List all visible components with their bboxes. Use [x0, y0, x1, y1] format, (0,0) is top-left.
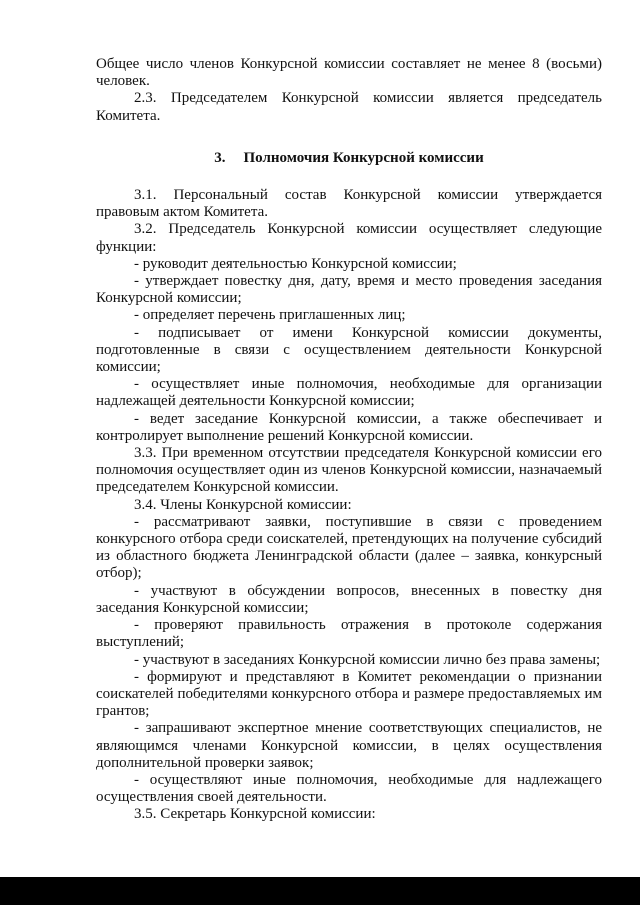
paragraph-2-3: 2.3. Председателем Конкурсной комиссии является председатель Комитета.: [96, 90, 602, 124]
paragraph-members-count: Общее число членов Конкурсной комиссии составляет не менее 8 (восьми) человек.: [96, 56, 602, 90]
list-item: - рассматривают заявки, поступившие в связи с проведением конкурсного отбора среди соискателей, претендующих на получение субсидий из областного бюджета Ленинградской области (далее – заявка, конкурсный отбор);: [96, 513, 602, 582]
list-item: - определяет перечень приглашенных лиц;: [134, 307, 406, 324]
paragraph-3-2: 3.2. Председатель Конкурсной комиссии осуществляет следующие функции:: [96, 221, 602, 255]
list-item: - осуществляет иные полномочия, необходимые для организации надлежащей деятельности Конкурсной комиссии;: [96, 376, 602, 410]
list-item: - подписывает от имени Конкурсной комиссии документы, подготовленные в связи с осуществлением деятельности Конкурсной комиссии;: [96, 324, 602, 376]
paragraph-3-3: 3.3. При временном отсутствии председателя Конкурсной комиссии его полномочия осуществляет один из членов Конкурсной комиссии, назначаемый председателем Конкурсной комиссии.: [96, 445, 602, 496]
paragraph-3-4: 3.4. Члены Конкурсной комиссии:: [134, 496, 352, 513]
document-page: [96, 56, 602, 824]
scan-bottom-edge: [0, 877, 640, 905]
list-item: - руководит деятельностью Конкурсной комиссии;: [134, 255, 457, 272]
list-item: - участвуют в заседаниях Конкурсной комиссии лично без права замены;: [134, 651, 601, 668]
list-item: - осуществляют иные полномочия, необходимые для надлежащего осуществления своей деятельности.: [96, 771, 602, 806]
list-item: - утверждает повестку дня, дату, время и место проведения заседания Конкурсной комиссии;: [96, 273, 602, 307]
section-3-number: 3.: [214, 149, 226, 166]
list-item: - ведет заседание Конкурсной комиссии, а также обеспечивает и контролирует выполнение решений Конкурсной комиссии.: [96, 410, 602, 444]
paragraph-3-1: 3.1. Персональный состав Конкурсной комиссии утверждается правовым актом Комитета.: [96, 187, 602, 221]
list-item: - проверяют правильность отражения в протоколе содержания выступлений;: [96, 617, 602, 651]
section-3-heading: [96, 150, 602, 167]
list-item: - участвуют в обсуждении вопросов, внесенных в повестку дня заседания Конкурсной комиссии;: [96, 582, 602, 616]
paragraph-3-5: 3.5. Секретарь Конкурсной комиссии:: [134, 806, 376, 823]
list-item: - формируют и представляют в Комитет рекомендации о признании соискателей победителями конкурсного отбора и размере предоставляемых им грантов;: [96, 668, 602, 720]
list-item: - запрашивают экспертное мнение соответствующих специалистов, не являющимся членами Конкурсной комиссии, в целях осуществления дополнительной проверки заявок;: [96, 720, 602, 771]
section-3-title: Полномочия Конкурсной комиссии: [243, 149, 484, 166]
